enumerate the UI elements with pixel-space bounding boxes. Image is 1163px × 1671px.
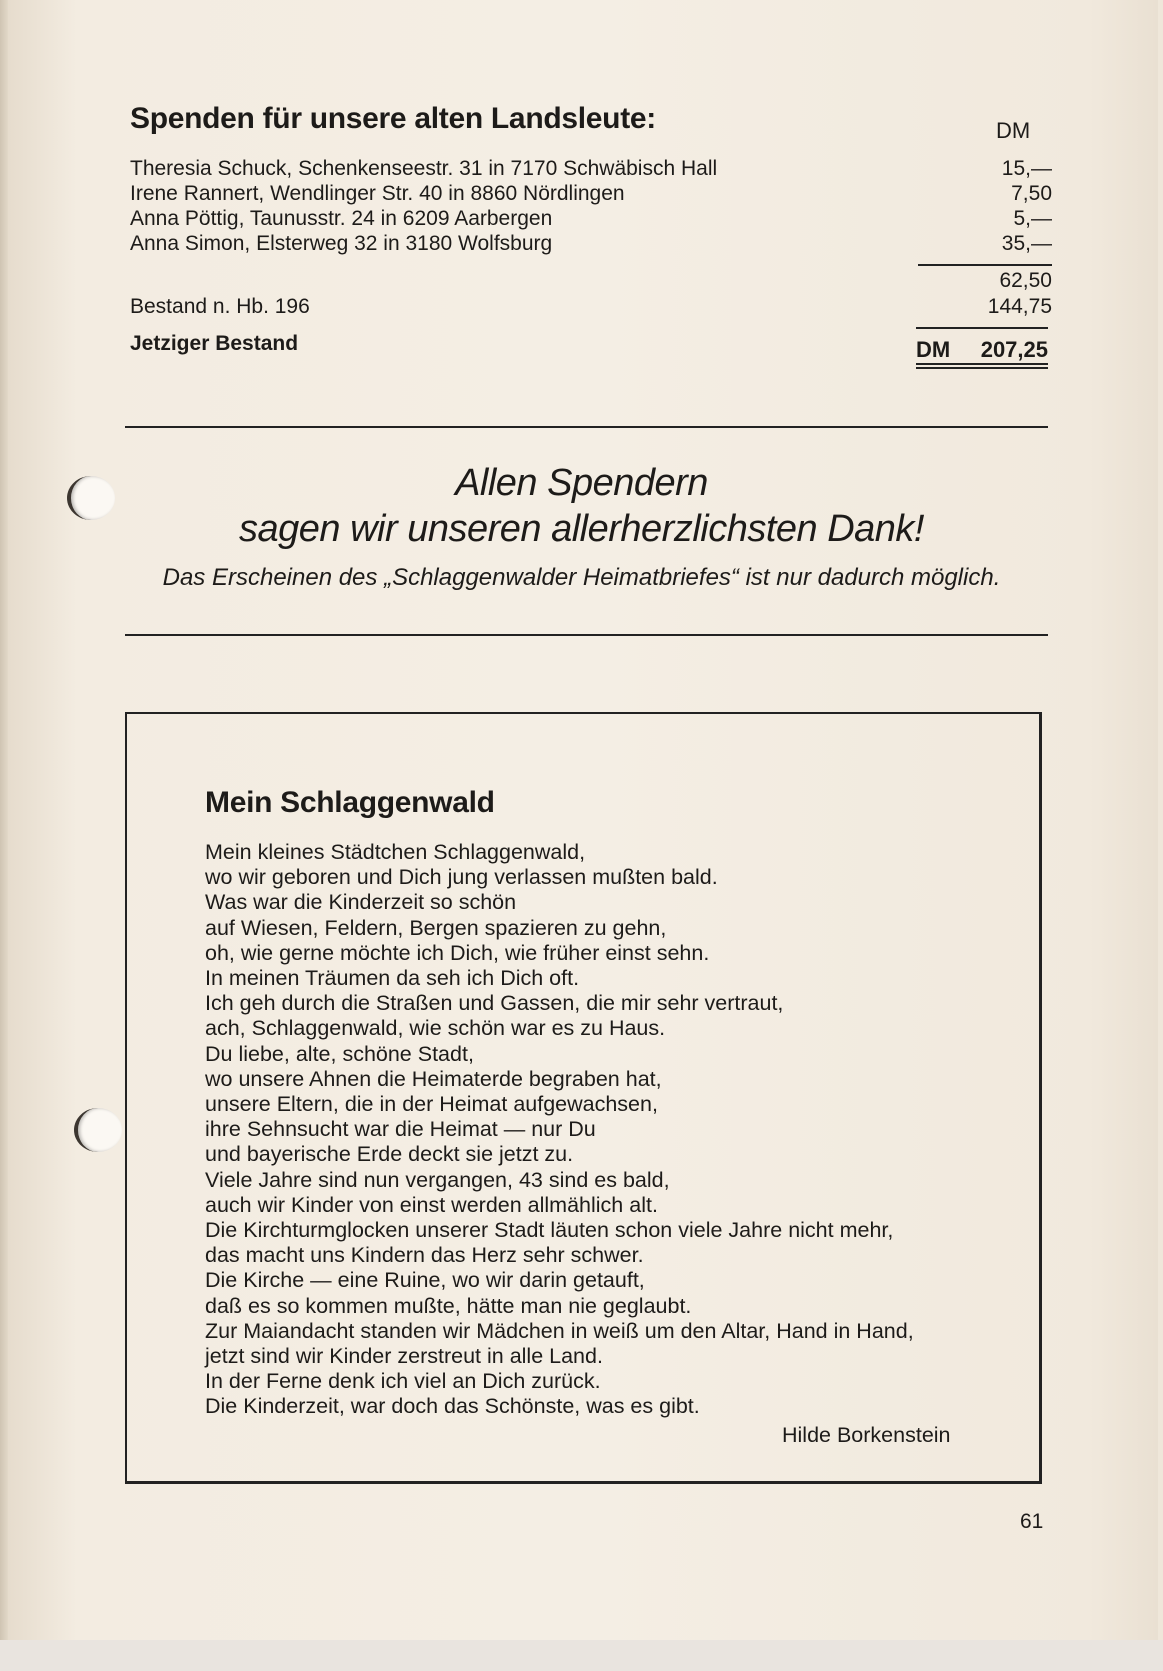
poem-line: oh, wie gerne möchte ich Dich, wie früher einst sehn. (205, 940, 710, 965)
previous-balance-label: Bestand n. Hb. 196 (130, 295, 310, 318)
poem-line: Mein kleines Städtchen Schlaggenwald, (205, 840, 586, 864)
poem-text (205, 840, 914, 1420)
section-divider (125, 426, 1048, 428)
scan-background (0, 1640, 1163, 1671)
donations-heading: Spenden für unsere alten Landsleute: (130, 102, 656, 135)
poem-line: In der Ferne denk ich viel an Dich zurück. (205, 1369, 601, 1394)
donor-amount: 35,— (1001, 232, 1052, 255)
poem-line: ihre Sehnsucht war die Heimat — nur Du (205, 1117, 596, 1142)
thanks-line-1: Allen Spendern (455, 462, 708, 504)
poem-line: Die Kirchturmglocken unserer Stadt läuten schon viele Jahre nicht mehr, (205, 1218, 894, 1243)
page-edge (0, 0, 8, 1640)
binder-hole (74, 1108, 122, 1152)
poem-line: Viele Jahre sind nun vergangen, 43 sind es bald, (205, 1167, 670, 1192)
previous-balance-amount: 144,75 (987, 295, 1052, 318)
donor-amount: 5,— (1013, 207, 1052, 230)
poem-line: Du liebe, alte, schöne Stadt, (205, 1041, 474, 1066)
donor-line: Irene Rannert, Wendlinger Str. 40 in 8860 Nördlingen (130, 182, 625, 205)
poem-line: wo wir geboren und Dich jung verlassen mußten bald. (205, 865, 718, 890)
donor-line: Anna Simon, Elsterweg 32 in 3180 Wolfsburg (130, 232, 553, 255)
subtotal-rule (918, 264, 1052, 266)
poem-line: In meinen Träumen da seh ich Dich oft. (205, 966, 580, 991)
donor-line: Anna Pöttig, Taunusstr. 24 in 6209 Aarbergen (130, 207, 553, 230)
poem-line: auf Wiesen, Feldern, Bergen spazieren zu gehn, (205, 915, 667, 940)
poem-line: auch wir Kinder von einst werden allmählich alt. (205, 1192, 658, 1217)
poem-line: ach, Schlaggenwald, wie schön war es zu Haus. (205, 1016, 666, 1041)
poem-line: wo unsere Ahnen die Heimaterde begraben hat, (205, 1066, 662, 1091)
currency-header: DM (996, 118, 1031, 143)
poem-line: das macht uns Kindern das Herz sehr schwer. (205, 1243, 644, 1268)
poem-line: Ich geh durch die Straßen und Gassen, die mir sehr vertraut, (205, 991, 784, 1016)
poem-line: jetzt sind wir Kinder zerstreut in alle Land. (205, 1344, 603, 1369)
section-divider (125, 634, 1048, 636)
current-balance-total (916, 327, 1048, 365)
poem-line: daß es so kommen mußte, hätte man nie geglaubt. (205, 1293, 692, 1318)
poem-line: Die Kinderzeit, war doch das Schönste, was es gibt. (205, 1394, 700, 1419)
subtotal-amount: 62,50 (999, 269, 1052, 292)
poem-line: Zur Maiandacht standen wir Mädchen in weiß um den Altar, Hand in Hand, (205, 1318, 914, 1343)
donor-amount: 7,50 (1011, 182, 1052, 205)
poem-line: unsere Eltern, die in der Heimat aufgewachsen, (205, 1092, 658, 1117)
poem-line: Was war die Kinderzeit so schön (205, 890, 517, 915)
poem-author: Hilde Borkenstein (782, 1423, 951, 1447)
poem-line: und bayerische Erde deckt sie jetzt zu. (205, 1142, 574, 1167)
thanks-line-2: sagen wir unseren allerherzlichsten Dank! (239, 508, 924, 550)
binder-hole (67, 476, 115, 520)
donor-line: Theresia Schuck, Schenkenseestr. 31 in 7170 Schwäbisch Hall (130, 157, 718, 180)
current-balance-label: Jetziger Bestand (130, 332, 299, 355)
total-amount: 207,25 (980, 337, 1048, 362)
donor-amount: 15,— (1001, 157, 1052, 180)
poem-line: Die Kirche — eine Ruine, wo wir darin getauft, (205, 1268, 645, 1293)
page-number: 61 (1020, 1510, 1044, 1533)
poem-title: Mein Schlaggenwald (205, 786, 495, 819)
total-currency: DM (916, 337, 951, 362)
thanks-subline: Das Erscheinen des „Schlaggenwalder Heimatbriefes“ ist nur dadurch möglich. (162, 564, 1001, 591)
